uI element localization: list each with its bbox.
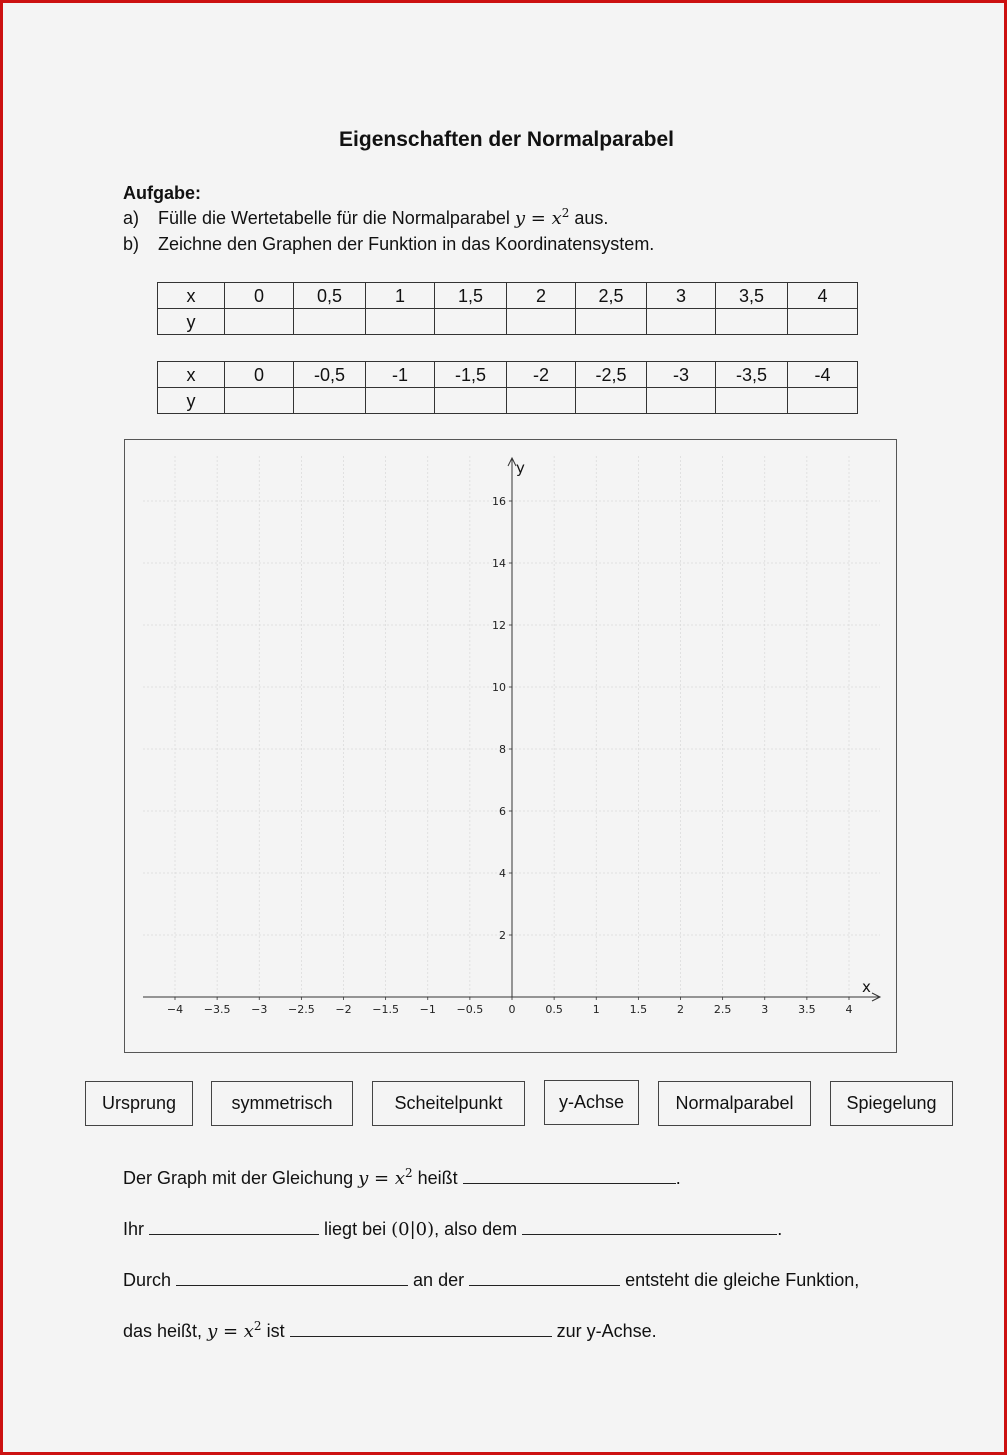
coordinate-system-frame (124, 439, 897, 1053)
y-axis-label: y (516, 459, 525, 477)
table-row-x (158, 283, 858, 309)
table-cell-y-empty[interactable] (716, 388, 788, 414)
cloze-sentence-2 (123, 1219, 782, 1240)
table-header-y: y (158, 388, 225, 414)
sentence-text: Der Graph mit der Gleichung (123, 1168, 354, 1188)
sentence-text: entsteht die gleiche Funktion, (625, 1270, 860, 1290)
x-tick-label: −3.5 (203, 1003, 231, 1016)
table-cell-y-empty[interactable] (294, 388, 366, 414)
table-cell-x: -1 (366, 362, 435, 388)
task-a-formula (515, 208, 570, 229)
value-table-positive (157, 282, 858, 335)
table-cell-y-empty[interactable] (576, 388, 647, 414)
x-tick-label: −4 (166, 1003, 184, 1016)
formula-exponent: 2 (561, 206, 570, 220)
table-cell-y-empty[interactable] (507, 309, 576, 335)
sentence-text: an der (413, 1270, 465, 1290)
x-tick-label: −0.5 (456, 1003, 484, 1016)
x-tick-label: 0 (508, 1003, 516, 1016)
table-cell-y-empty[interactable] (294, 309, 366, 335)
table-cell-y-empty[interactable] (225, 309, 294, 335)
table-cell-y-empty[interactable] (366, 388, 435, 414)
x-tick-label: 2 (677, 1003, 684, 1016)
table-header-x: x (158, 283, 225, 309)
sentence-text: liegt bei (324, 1219, 387, 1239)
formula-base: y = x (207, 1321, 254, 1342)
blank-answer[interactable] (463, 1168, 676, 1184)
sentence-formula (207, 1321, 262, 1342)
y-tick-label: 8 (499, 743, 506, 756)
table-cell-y-empty[interactable] (576, 309, 647, 335)
x-tick-label: −1.5 (372, 1003, 399, 1016)
x-tick-label: −3 (251, 1003, 268, 1016)
x-tick-label: −2 (335, 1003, 352, 1016)
sentence-text: . (675, 1168, 681, 1188)
task-a (123, 208, 608, 229)
table-cell-x: 2 (507, 283, 576, 309)
sentence-formula (358, 1168, 413, 1189)
table-cell-x: -2,5 (576, 362, 647, 388)
formula-exponent: 2 (404, 1166, 413, 1180)
table-cell-x: -2 (507, 362, 576, 388)
blank-answer[interactable] (290, 1321, 552, 1337)
sentence-text: zur y-Achse. (556, 1321, 657, 1341)
sentence-text: Ihr (123, 1219, 145, 1239)
coordinate-system-chart (125, 440, 896, 1052)
x-tick-label: −1 (419, 1003, 436, 1016)
table-cell-y-empty[interactable] (647, 309, 716, 335)
table-cell-x: 1 (366, 283, 435, 309)
sentence-text: , also dem (434, 1219, 518, 1239)
table-cell-x: 2,5 (576, 283, 647, 309)
cloze-sentence-1 (123, 1168, 681, 1189)
task-b (123, 234, 654, 255)
table-cell-x: 1,5 (435, 283, 507, 309)
value-table-negative (157, 361, 858, 414)
word-card-symmetrisch[interactable]: symmetrisch (211, 1081, 353, 1126)
table-header-x: x (158, 362, 225, 388)
y-tick-label: 2 (499, 929, 506, 942)
task-a-text-after: aus. (574, 208, 609, 228)
table-cell-y-empty[interactable] (366, 309, 435, 335)
table-cell-y-empty[interactable] (225, 388, 294, 414)
table-cell-y-empty[interactable] (788, 388, 858, 414)
x-tick-label: 3.5 (798, 1003, 816, 1016)
task-b-marker: b) (123, 234, 140, 254)
task-a-marker: a) (123, 208, 140, 228)
table-cell-x: 3,5 (716, 283, 788, 309)
x-tick-label: 4 (845, 1003, 853, 1016)
task-label: Aufgabe: (123, 183, 201, 203)
table-header-y: y (158, 309, 225, 335)
sentence-text: . (777, 1219, 783, 1239)
x-tick-label: 1.5 (629, 1003, 648, 1016)
task-b-text: Zeichne den Graphen der Funktion in das Koordinatensystem. (158, 234, 655, 254)
x-axis-label: x (862, 978, 871, 996)
x-tick-label: 1 (592, 1003, 600, 1016)
table-cell-y-empty[interactable] (435, 309, 507, 335)
table-cell-x: 0,5 (294, 283, 366, 309)
word-card-y-achse[interactable]: y-Achse (544, 1080, 639, 1125)
word-card-ursprung[interactable]: Ursprung (85, 1081, 193, 1126)
word-card-scheitelpunkt[interactable]: Scheitelpunkt (372, 1081, 525, 1126)
sentence-text: das heißt, (123, 1321, 203, 1341)
cloze-sentence-4 (123, 1321, 657, 1342)
y-tick-label: 4 (499, 867, 506, 880)
x-tick-label: 2.5 (713, 1003, 732, 1016)
table-cell-x: 3 (647, 283, 716, 309)
table-cell-y-empty[interactable] (716, 309, 788, 335)
table-cell-y-empty[interactable] (647, 388, 716, 414)
sentence-point: (0|0) (391, 1219, 435, 1240)
page-title: Eigenschaften der Normalparabel (339, 128, 674, 151)
table-row-y (158, 309, 858, 335)
table-cell-x: -3 (647, 362, 716, 388)
table-row-y (158, 388, 858, 414)
table-cell-x: -4 (788, 362, 858, 388)
x-tick-label: 3 (761, 1003, 769, 1016)
task-a-text: Fülle die Wertetabelle für die Normalparabel (158, 208, 510, 228)
blank-answer[interactable] (149, 1219, 319, 1235)
table-row-x (158, 362, 858, 388)
sentence-text: ist (266, 1321, 285, 1341)
table-cell-x: -3,5 (716, 362, 788, 388)
x-tick-label: 0.5 (545, 1003, 563, 1016)
table-cell-x: -1,5 (435, 362, 507, 388)
word-card-normalparabel[interactable]: Normalparabel (658, 1081, 811, 1126)
y-tick-label: 12 (492, 619, 506, 632)
table-cell-y-empty[interactable] (435, 388, 507, 414)
table-cell-x: -0,5 (294, 362, 366, 388)
sentence-text: heißt (417, 1168, 458, 1188)
table-cell-x: 4 (788, 283, 858, 309)
y-tick-label: 14 (492, 557, 506, 570)
blank-answer[interactable] (469, 1270, 620, 1286)
table-cell-y-empty[interactable] (788, 309, 858, 335)
word-card-spiegelung[interactable]: Spiegelung (830, 1081, 953, 1126)
table-cell-y-empty[interactable] (507, 388, 576, 414)
y-tick-label: 10 (492, 681, 506, 694)
x-tick-label: −2.5 (288, 1003, 315, 1016)
blank-answer[interactable] (522, 1219, 777, 1235)
y-tick-label: 6 (499, 805, 506, 818)
y-tick-label: 16 (492, 495, 506, 508)
cloze-sentence-3 (123, 1270, 859, 1291)
table-cell-x: 0 (225, 283, 294, 309)
sentence-text: Durch (123, 1270, 172, 1290)
formula-exponent: 2 (253, 1319, 262, 1333)
formula-base: y = x (514, 208, 562, 229)
formula-base: y = x (358, 1168, 405, 1189)
table-cell-x: 0 (225, 362, 294, 388)
blank-answer[interactable] (176, 1270, 408, 1286)
